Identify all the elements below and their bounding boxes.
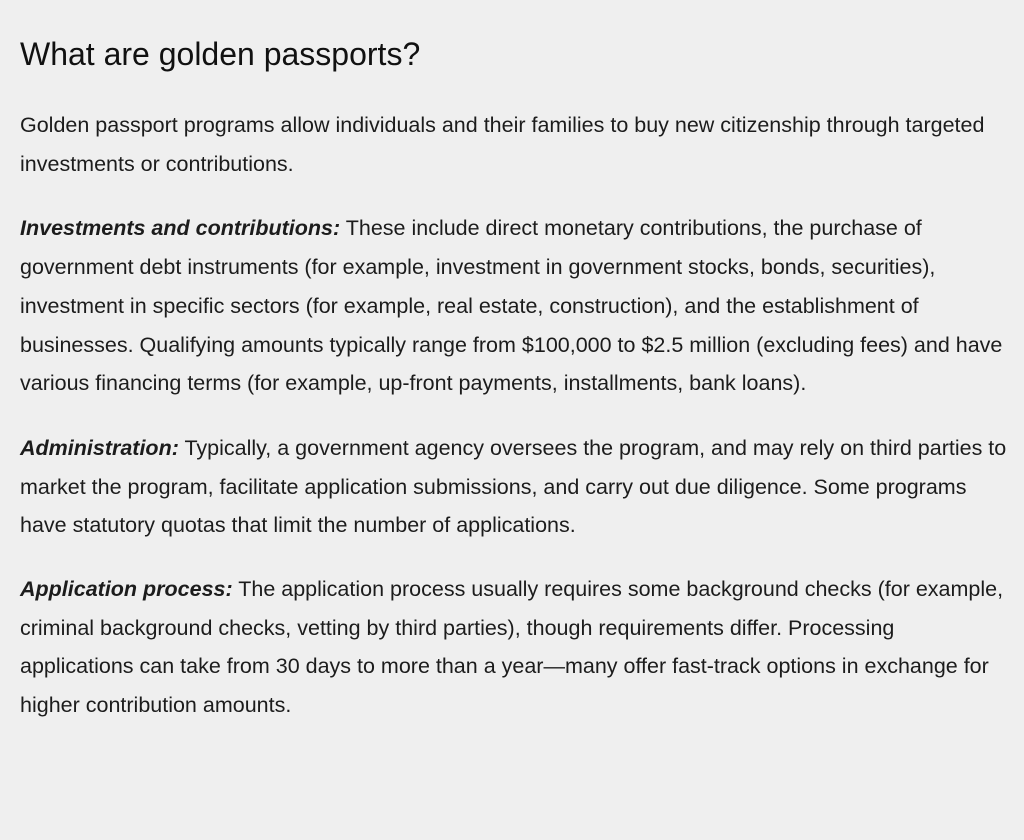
investments-text: These include direct monetary contributions, the purchase of government debt instruments (for example, investment in government stocks, bonds, securities), investment in specific sectors (for example, real estate, construction), and the establishment of businesses. Qualifying amounts typically range from $100,000 to $2.5 million (excluding fees) and have various financing terms (for example, up-front payments, installments, bank loans).: [20, 216, 1003, 396]
investments-paragraph: [20, 209, 1010, 403]
investments-label: Investments and contributions:: [20, 216, 341, 241]
application-process-label: Application process:: [20, 577, 233, 602]
page-title: What are golden passports?: [20, 36, 421, 72]
application-process-paragraph: [20, 570, 1010, 725]
application-process-text: The application process usually requires some background checks (for example, criminal background checks, vetting by third parties), though requirements differ. Processing applications can take from 30 days to more than a year—many offer fast-track options in exchange for higher contribution amounts.: [20, 577, 1004, 718]
administration-text: Typically, a government agency oversees the program, and may rely on third parties to market the program, facilitate application submissions, and carry out due diligence. Some programs have statutory quotas that limit the number of applications.: [20, 435, 1007, 538]
article: [20, 0, 1010, 725]
administration-label: Administration:: [20, 435, 179, 460]
administration-paragraph: [20, 429, 1010, 545]
intro-paragraph: Golden passport programs allow individuals and their families to buy new citizenship through targeted investments or contributions.: [20, 113, 985, 176]
